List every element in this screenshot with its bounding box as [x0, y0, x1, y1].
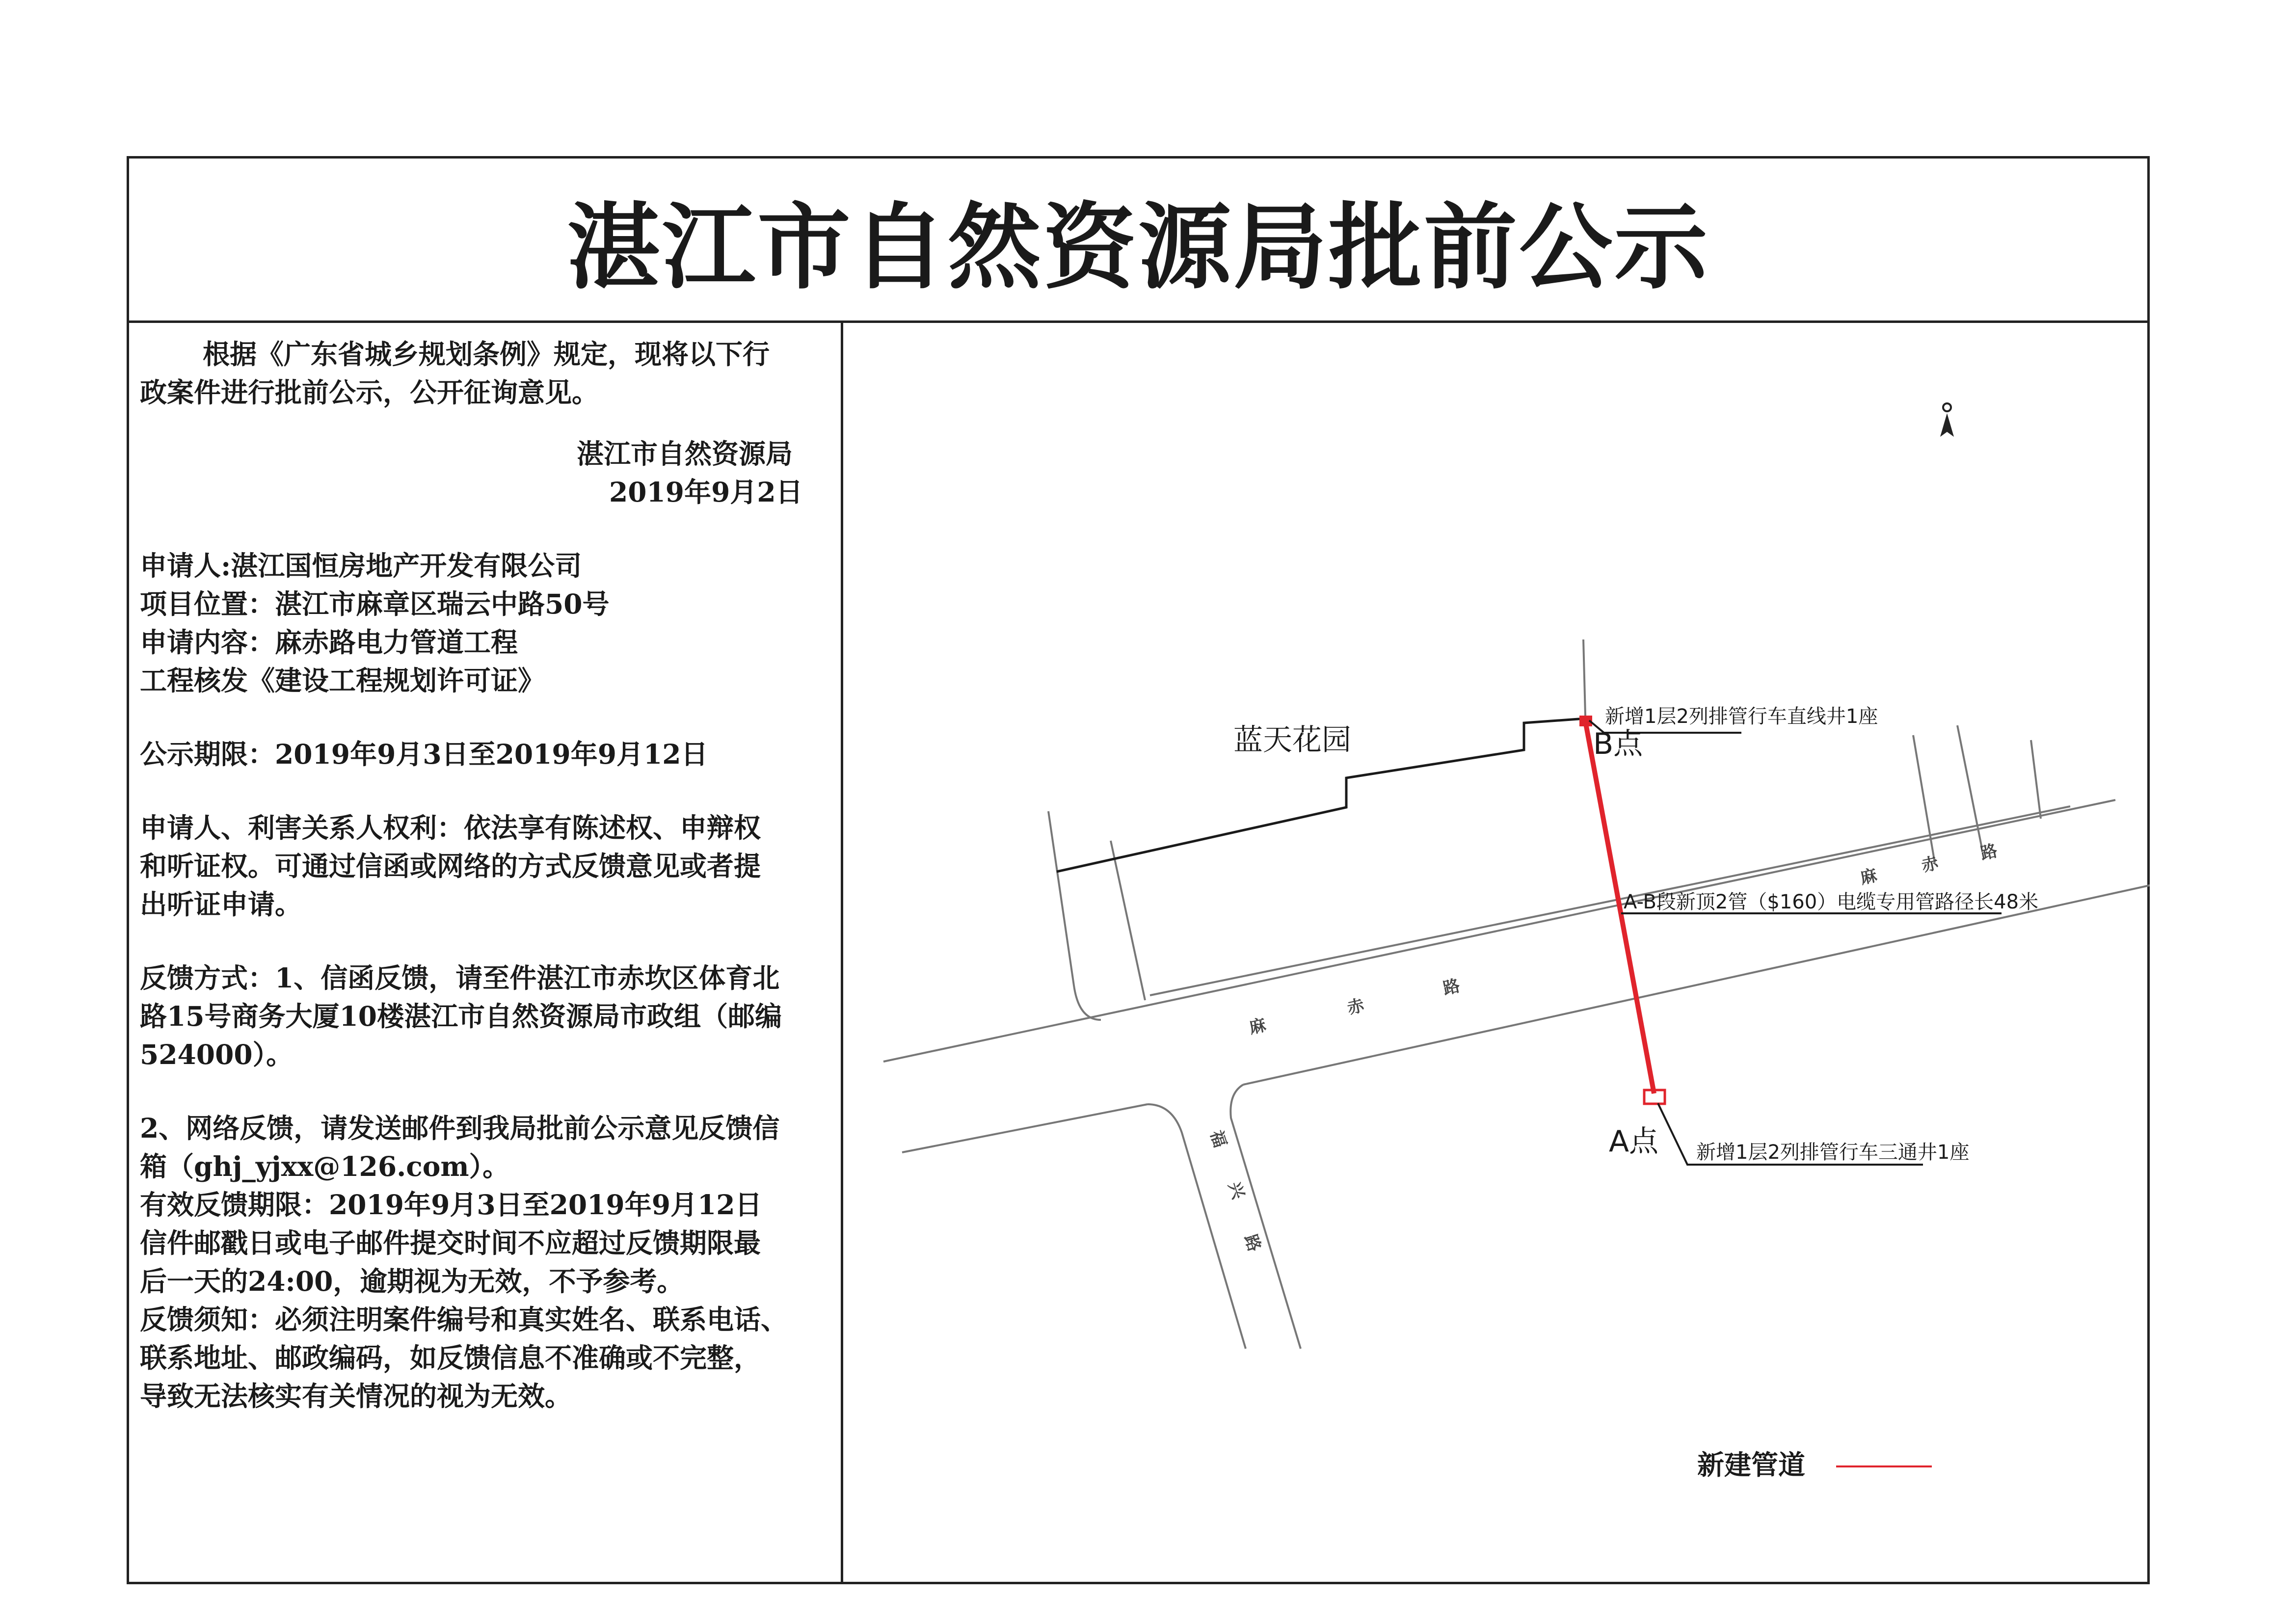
- north-boundary-line: [1583, 639, 1585, 716]
- notes-line-1: 反馈须知：必须注明案件编号和真实姓名、联系电话、: [140, 1304, 788, 1335]
- application-content: 申请内容：麻赤路电力管道工程: [140, 626, 518, 658]
- rights-line-2: 和听证权。可通过信函或网络的方式反馈意见或者提: [140, 850, 761, 882]
- issue-date: 2019年9月2日: [609, 476, 803, 508]
- feedback-line-2: 路15号商务大厦10楼湛江市自然资源局市政组（邮编: [140, 1000, 782, 1032]
- site-map-panel: [843, 323, 2150, 1584]
- annotation-pipe: A-B段新顶2管（$160）电缆专用管路径长48米: [1624, 891, 2039, 913]
- fuxing-road-east: [1230, 1085, 1301, 1349]
- issuer: 湛江市自然资源局: [577, 438, 793, 470]
- road-label-fuxing-2: 兴: [1224, 1179, 1248, 1202]
- east-street-1: [1913, 735, 1935, 863]
- legend-label: 新建管道: [1697, 1449, 1806, 1481]
- road-label-machi-lower-3: 路: [1441, 976, 1462, 999]
- point-b-label: B点: [1593, 727, 1643, 761]
- valid-period: 有效反馈期限：2019年9月3日至2019年9月12日: [140, 1189, 762, 1221]
- permit-type: 工程核发《建设工程规划许可证》: [140, 665, 545, 696]
- machi-road-lower-edge: [902, 1104, 1148, 1152]
- road-label-machi-lower-1: 麻: [1247, 1015, 1268, 1038]
- annotation-a: 新增1层2列排管行车三通井1座: [1696, 1141, 1970, 1164]
- lantian-garden-label: 蓝天花园: [1233, 723, 1351, 757]
- west-street-2: [1111, 841, 1145, 1000]
- annotation-b: 新增1层2列排管行车直线井1座: [1605, 705, 1878, 728]
- fuxing-road-west: [1148, 1104, 1246, 1349]
- notes-line-2: 联系地址、邮政编码，如反馈信息不准确或不完整，: [140, 1342, 761, 1374]
- road-label-fuxing-1: 福: [1206, 1128, 1230, 1150]
- site-map: [843, 323, 2150, 1584]
- west-street: [1048, 811, 1101, 1020]
- feedback-line-3: 524000）。: [140, 1038, 294, 1070]
- road-label-fuxing-3: 路: [1240, 1232, 1264, 1254]
- rights-line-3: 出听证申请。: [140, 888, 302, 920]
- road-label-machi-upper-1: 麻: [1858, 865, 1879, 888]
- road-label-machi-upper-3: 路: [1978, 841, 2000, 864]
- rights-line-1: 申请人、利害关系人权利：依法享有陈述权、申辩权: [140, 812, 761, 844]
- deadline-line-2: 后一天的24:00，逾期视为无效，不予参考。: [140, 1265, 684, 1297]
- north-arrow-icon: [1940, 403, 1954, 437]
- east-street-3: [2031, 740, 2041, 819]
- road-label-machi-upper-2: 赤: [1920, 853, 1941, 876]
- point-a-label: A点: [1609, 1124, 1659, 1159]
- email-line-1: 2、网络反馈，请发送邮件到我局批前公示意见反馈信: [140, 1112, 780, 1144]
- page-title: 湛江市自然资源局批前公示: [566, 192, 1709, 302]
- feedback-line-1: 反馈方式：1、信函反馈，请至件湛江市赤坎区体育北: [140, 962, 780, 994]
- deadline-line-1: 信件邮戳日或电子邮件提交时间不应超过反馈期限最: [140, 1227, 761, 1259]
- applicant: 申请人:湛江国恒房地产开发有限公司: [140, 550, 582, 582]
- intro-line-1: 根据《广东省城乡规划条例》规定，现将以下行: [203, 338, 770, 370]
- intro-line-2: 政案件进行批前公示，公开征询意见。: [140, 376, 599, 408]
- email-line-2: 箱（ghj_yjxx@126.com）。: [140, 1150, 510, 1182]
- notice-period: 公示期限：2019年9月3日至2019年9月12日: [140, 738, 708, 770]
- road-label-machi-lower-2: 赤: [1345, 995, 1366, 1018]
- notice-text-panel: [129, 323, 843, 1584]
- notes-line-3: 导致无法核实有关情况的视为无效。: [140, 1380, 572, 1412]
- notice-sheet: [127, 156, 2150, 1584]
- title-row: [129, 159, 2147, 323]
- project-location: 项目位置：湛江市麻章区瑞云中路50号: [140, 588, 610, 620]
